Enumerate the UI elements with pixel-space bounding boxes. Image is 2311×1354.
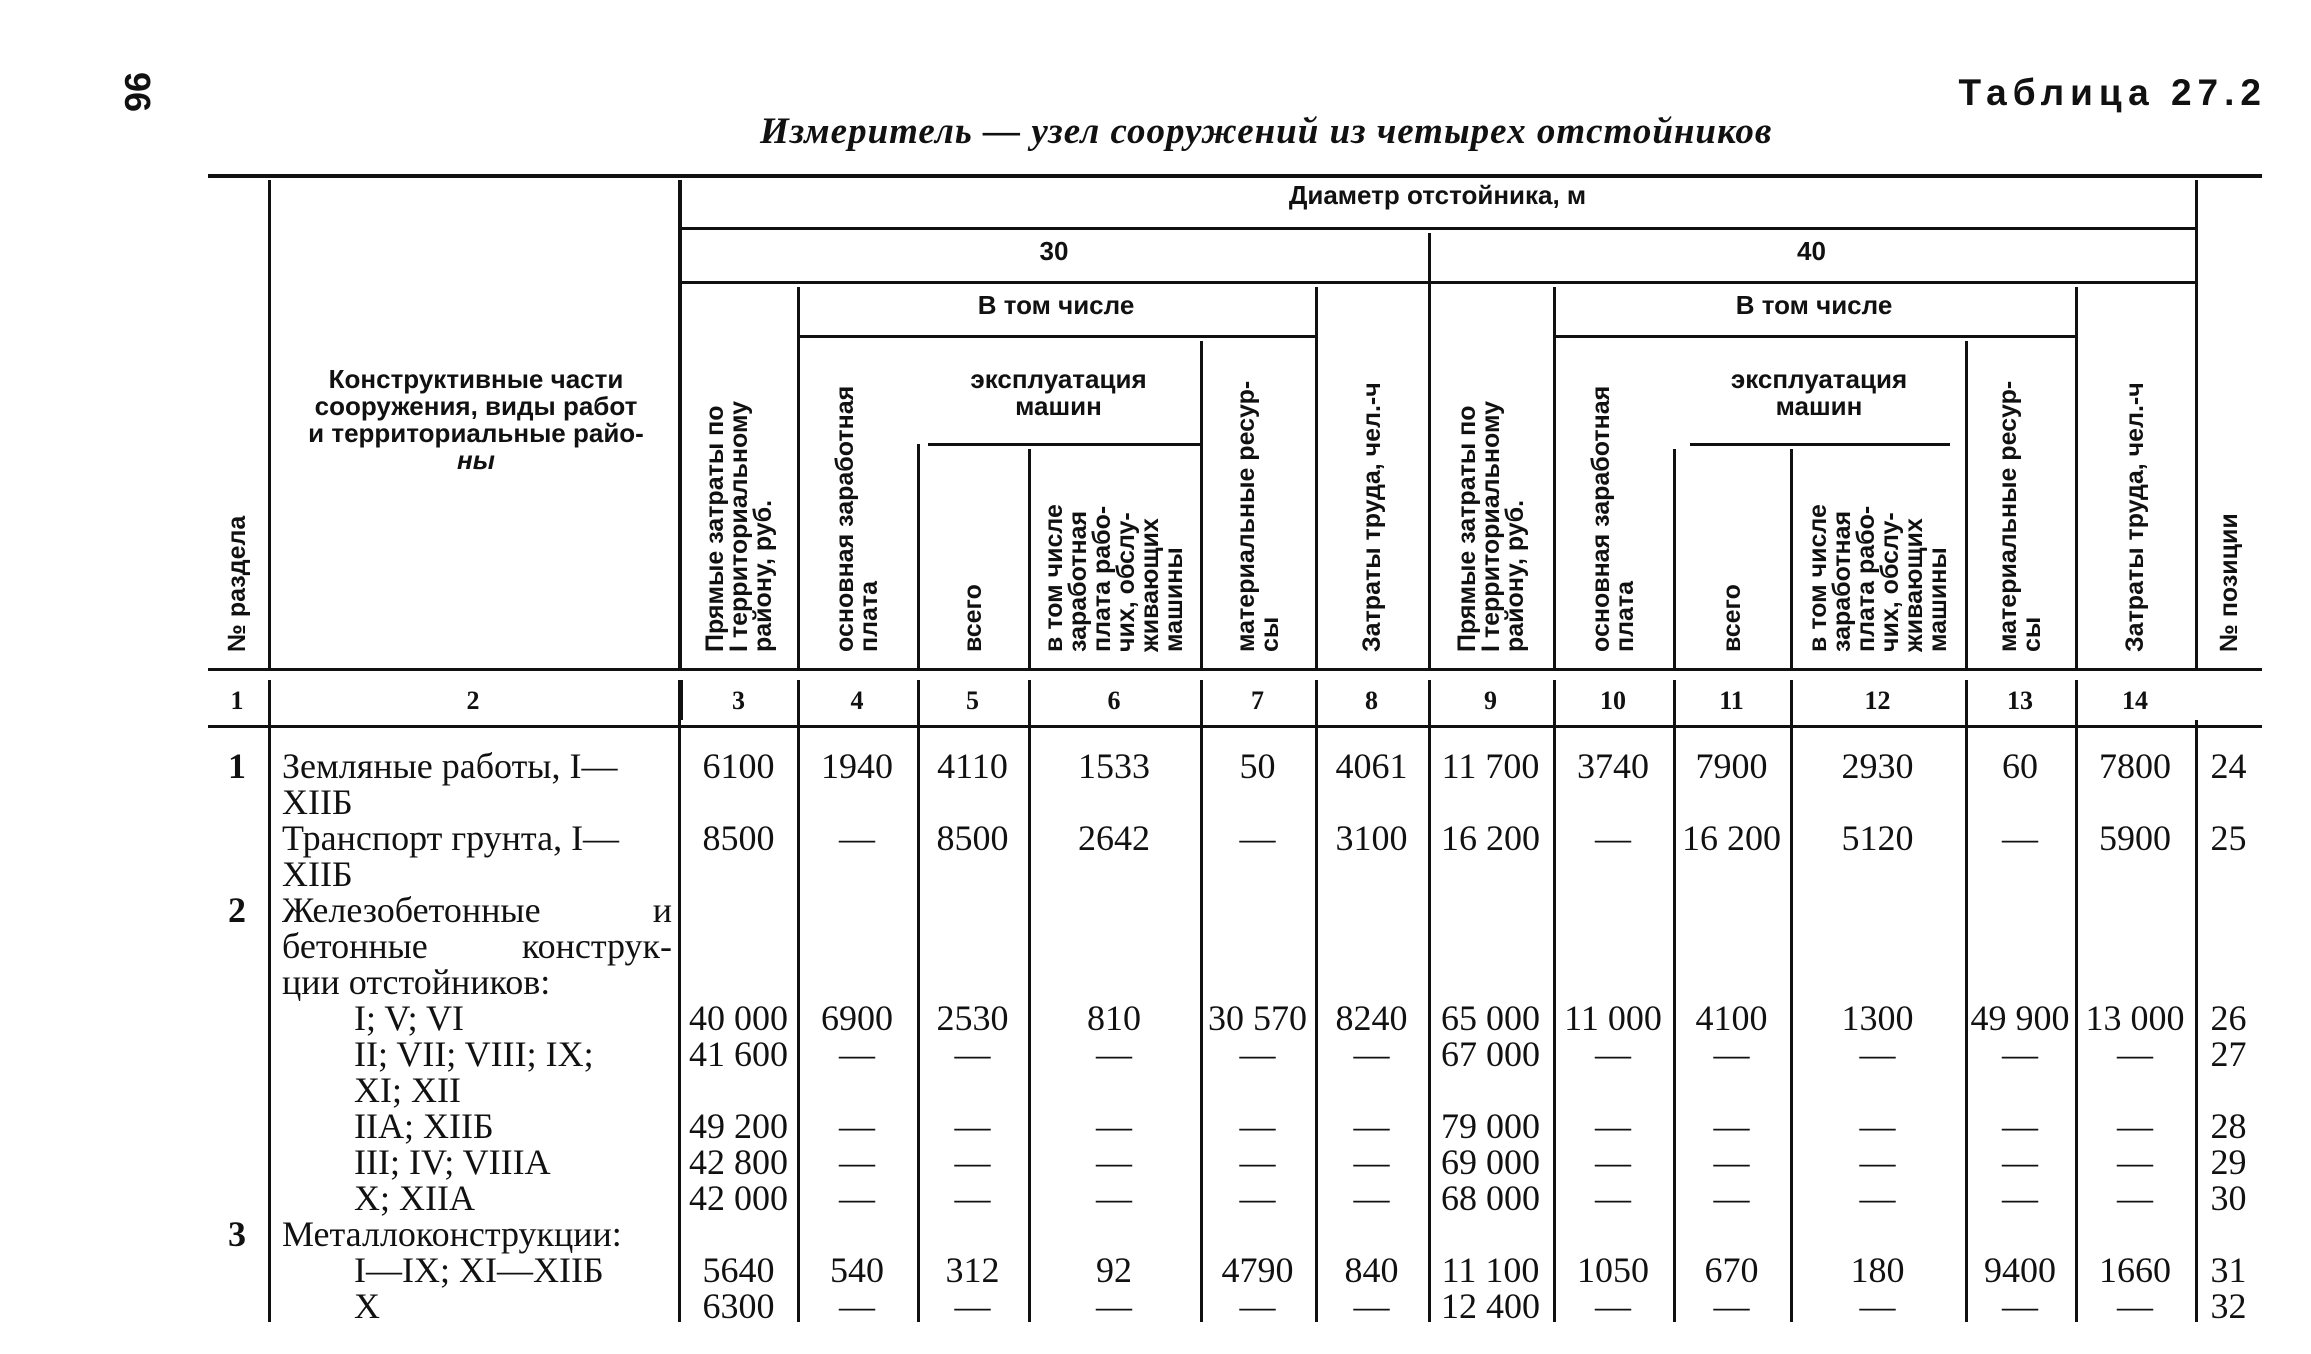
table-cell: —: [1859, 1106, 1896, 1146]
column-divider: [1790, 449, 1793, 668]
table-cell: 7800: [2099, 746, 2171, 786]
table-cell: —: [839, 1034, 875, 1074]
table-cell: —: [954, 1106, 991, 1146]
header-direct-40: Прямые затраты по I территориальному району, руб.: [1452, 400, 1529, 652]
work-description: I; V; VI: [354, 998, 465, 1038]
table-cell: 670: [1704, 1250, 1759, 1290]
column-divider: [268, 180, 271, 668]
table-cell: 2530: [936, 998, 1009, 1038]
table-cell: 3100: [1335, 818, 1408, 858]
table-cell: —: [1713, 1034, 1750, 1074]
header-material-30: материальные ресур- сы: [1231, 380, 1284, 652]
column-divider: [2195, 180, 2198, 668]
header-in-that-number-30: В том числе: [977, 290, 1135, 320]
header-machines-40: эксплуатация машин: [1730, 364, 1908, 421]
table-cell: 60: [2002, 746, 2038, 786]
position-number: 25: [2210, 818, 2247, 858]
table-cell: —: [1353, 1178, 1390, 1218]
table-cell: 40 000: [689, 998, 788, 1038]
table-cell: 5640: [702, 1250, 775, 1290]
table-cell: 92: [1096, 1250, 1132, 1290]
column-number: 6: [1107, 686, 1121, 715]
table-cell: —: [954, 1142, 991, 1182]
table-cell: 6300: [702, 1286, 775, 1326]
table-cell: 49 900: [1970, 998, 2070, 1038]
table-cell: —: [1859, 1142, 1896, 1182]
section-number: 3: [228, 1214, 246, 1254]
table-cell: 7900: [1695, 746, 1768, 786]
column-divider: [1315, 287, 1318, 668]
table-cell: —: [1096, 1178, 1132, 1218]
header-wage-40: основная заработная плата: [1587, 385, 1639, 652]
table-cell: —: [1595, 1106, 1631, 1146]
work-description: II; VII; VIII; IX; XI; XII: [354, 1034, 594, 1110]
table-cell: —: [1353, 1142, 1390, 1182]
table-cell: —: [839, 1286, 875, 1326]
table-top-rule: [208, 174, 2262, 178]
table-cell: —: [2002, 1106, 2038, 1146]
column-number-divider: [1965, 680, 1968, 720]
header-total-40: всего: [1717, 584, 1746, 652]
table-cell: 42 000: [689, 1178, 788, 1218]
header-labor-40: Затраты труда, чел.-ч: [2121, 382, 2149, 652]
position-number: 24: [2210, 746, 2247, 786]
column-number: 12: [1864, 686, 1891, 715]
table-cell: 5120: [1841, 818, 1914, 858]
column-number: 13: [2007, 686, 2033, 715]
header-position: № позиции: [2214, 513, 2243, 652]
header-diameter-40: 40: [1797, 236, 1826, 266]
position-number: 29: [2210, 1142, 2247, 1182]
table-cell: —: [1353, 1034, 1390, 1074]
table-cell: 1940: [821, 746, 893, 786]
table-cell: —: [2117, 1106, 2153, 1146]
table-cell: 69 000: [1441, 1142, 1540, 1182]
column-divider: [1028, 449, 1031, 668]
column-number-divider: [2075, 680, 2078, 720]
table-cell: —: [1239, 1286, 1276, 1326]
table-cell: 4100: [1695, 998, 1768, 1038]
work-description: X; XIIA: [354, 1178, 475, 1218]
table-cell: —: [1595, 1142, 1631, 1182]
work-description: Транспорт грунта, I— XIIБ: [282, 818, 620, 894]
table-cell: 1660: [2099, 1250, 2171, 1290]
table-cell: —: [1096, 1286, 1132, 1326]
position-number: 27: [2210, 1034, 2247, 1074]
column-number: 4: [850, 686, 864, 715]
column-number-divider: [797, 680, 800, 720]
table-cell: 1533: [1078, 746, 1150, 786]
table-cell: 2930: [1841, 746, 1914, 786]
header-parts: Конструктивные части сооружения, виды работ и территориальные райо- ны: [308, 364, 644, 475]
column-number-divider: [1315, 680, 1318, 720]
table-cell: 2642: [1078, 818, 1150, 858]
header-wage-30: основная заработная плата: [831, 385, 883, 652]
column-divider: [917, 444, 920, 668]
table-cell: 1050: [1577, 1250, 1649, 1290]
table-cell: —: [1859, 1286, 1896, 1326]
table-cell: —: [1239, 1034, 1276, 1074]
column-divider: [797, 287, 800, 668]
header-material-40: материальные ресур- сы: [1994, 380, 2046, 652]
column-number: 1: [230, 686, 244, 715]
table-cell: —: [1096, 1106, 1132, 1146]
rule-line: [1428, 281, 2195, 284]
table-cell: 11 000: [1564, 998, 1662, 1038]
column-number-divider: [1200, 680, 1203, 720]
table-cell: 8240: [1335, 998, 1408, 1038]
table-cell: 49 200: [689, 1106, 788, 1146]
table-cell: —: [2117, 1286, 2153, 1326]
table-cell: —: [2117, 1178, 2153, 1218]
table-cell: —: [1859, 1034, 1896, 1074]
header-mach-wage-30: в том числе заработная плата рабо- чих, обслу- живающих машины: [1040, 504, 1188, 652]
table-cell: 9400: [1984, 1250, 2056, 1290]
table-cell: 8500: [936, 818, 1009, 858]
column-number-divider: [268, 680, 271, 720]
rule-line: [1690, 443, 1950, 446]
table-cell: 65 000: [1441, 998, 1540, 1038]
table-cell: —: [1239, 1142, 1276, 1182]
table-cell: 810: [1087, 998, 1141, 1038]
column-number-divider: [1790, 680, 1793, 720]
page-number: 96: [117, 72, 158, 113]
table-cell: 180: [1850, 1250, 1905, 1290]
table-cell: —: [839, 1178, 875, 1218]
table-cell: 67 000: [1441, 1034, 1540, 1074]
header-bottom-rule: [208, 668, 2262, 671]
table-cell: —: [1096, 1142, 1132, 1182]
header-diameter: Диаметр отстойника, м: [1288, 180, 1587, 210]
table-cell: 840: [1344, 1250, 1399, 1290]
table-cell: 16 200: [1441, 818, 1540, 858]
header-section: № раздела: [223, 515, 251, 652]
column-number: 5: [966, 686, 979, 715]
column-number-divider: [1428, 680, 1431, 720]
table-cell: —: [954, 1178, 991, 1218]
table-cell: 30 570: [1208, 998, 1307, 1038]
column-number: 9: [1484, 686, 1497, 715]
work-description: Металлоконструкции:: [282, 1214, 622, 1254]
table-cell: —: [954, 1034, 991, 1074]
table-cell: —: [2002, 818, 2038, 858]
table-cell: —: [1595, 818, 1631, 858]
table-cell: —: [1713, 1106, 1750, 1146]
header-mach-wage-40: в том числе заработная плата рабо- чих, обслу- живающих машины: [1803, 504, 1952, 652]
column-divider: [2075, 287, 2078, 668]
table-label: Таблица 27.2: [1958, 72, 2267, 113]
column-divider: [1200, 341, 1203, 668]
table-cell: 4110: [937, 746, 1008, 786]
table-cell: —: [1713, 1178, 1750, 1218]
table-cell: —: [2117, 1034, 2153, 1074]
rule-line: [797, 335, 1315, 338]
work-description: IIA; XIIБ: [354, 1106, 494, 1146]
rule-line: [680, 281, 1428, 284]
work-description: Железобетонные и бетонные конструк- ции отстойников:: [282, 890, 672, 1002]
table-cell: 312: [945, 1250, 1000, 1290]
table-cell: —: [2002, 1178, 2038, 1218]
table-cell: —: [1096, 1034, 1132, 1074]
column-divider: [1673, 449, 1676, 668]
table-cell: —: [1353, 1286, 1390, 1326]
rule-line: [928, 443, 1200, 446]
table-cell: —: [1239, 818, 1276, 858]
table-cell: —: [839, 818, 875, 858]
table-cell: 13 000: [2085, 998, 2185, 1038]
column-number: 2: [466, 686, 480, 715]
position-number: 26: [2210, 998, 2247, 1038]
table-cell: —: [1859, 1178, 1896, 1218]
table-cell: —: [839, 1106, 875, 1146]
table-cell: 42 800: [689, 1142, 788, 1182]
rule-line: [1553, 335, 2075, 338]
column-number: 14: [2122, 686, 2148, 715]
table-cell: —: [839, 1142, 875, 1182]
column-number-divider: [1028, 680, 1031, 720]
work-description: Земляные работы, I— XIIБ: [282, 746, 618, 822]
column-number-divider: [680, 680, 683, 720]
section-number: 1: [228, 746, 246, 786]
table-cell: —: [1713, 1142, 1750, 1182]
table-cell: 4061: [1335, 746, 1408, 786]
table-cell: 11 700: [1441, 746, 1540, 786]
column-number: 11: [1719, 686, 1744, 715]
column-number: 7: [1251, 686, 1264, 715]
table-cell: 68 000: [1441, 1178, 1540, 1218]
table-cell: 41 600: [689, 1034, 788, 1074]
table-cell: —: [1595, 1286, 1631, 1326]
column-number-divider: [1673, 680, 1676, 720]
table-cell: 12 400: [1441, 1286, 1540, 1326]
column-number: 10: [1600, 686, 1626, 715]
section-number: 2: [228, 890, 246, 930]
table-cell: 6900: [821, 998, 893, 1038]
table-cell: —: [1595, 1178, 1631, 1218]
column-number: 3: [732, 686, 745, 715]
table-cell: —: [1239, 1106, 1276, 1146]
table-cell: —: [2117, 1142, 2153, 1182]
table-cell: 1300: [1841, 998, 1914, 1038]
table-cell: 79 000: [1441, 1106, 1540, 1146]
work-description: I—IX; XI—XIIБ: [354, 1250, 604, 1290]
position-number: 28: [2210, 1106, 2247, 1146]
table-cell: —: [2002, 1142, 2038, 1182]
header-diameter-30: 30: [1039, 236, 1069, 266]
work-description: X: [354, 1286, 380, 1326]
table-cell: 4790: [1221, 1250, 1294, 1290]
work-description: III; IV; VIIIA: [354, 1142, 551, 1182]
table-cell: —: [1353, 1106, 1390, 1146]
column-divider: [268, 680, 271, 1322]
table-cell: —: [954, 1286, 991, 1326]
table-cell: —: [2002, 1034, 2038, 1074]
table-cell: 50: [1239, 746, 1276, 786]
table-cell: 3740: [1577, 746, 1649, 786]
table-cell: 540: [830, 1250, 884, 1290]
header-in-that-number-40: В том числе: [1735, 290, 1893, 320]
rule-line: [680, 227, 2195, 230]
table-cell: —: [2002, 1286, 2038, 1326]
position-number: 31: [2210, 1250, 2247, 1290]
table-cell: —: [1239, 1178, 1276, 1218]
table-cell: 8500: [702, 818, 775, 858]
column-number-divider: [917, 680, 920, 720]
position-number: 32: [2210, 1286, 2247, 1326]
column-number: 8: [1365, 686, 1378, 715]
table-cell: 6100: [702, 746, 775, 786]
position-number: 30: [2210, 1178, 2247, 1218]
table-cell: 11 100: [1441, 1250, 1540, 1290]
header-total-30: всего: [958, 584, 987, 652]
column-number-divider: [1553, 680, 1556, 720]
table-cell: —: [1595, 1034, 1631, 1074]
header-direct-30: Прямые затраты по I территориальному району, руб.: [700, 400, 777, 652]
column-divider: [1553, 287, 1556, 668]
table-cell: —: [1713, 1286, 1750, 1326]
table-caption: Измеритель — узел сооружений из четырех отстойников: [760, 111, 1773, 152]
header-machines-30: эксплуатация машин: [970, 364, 1147, 421]
table-cell: 5900: [2099, 818, 2171, 858]
column-divider: [1965, 341, 1968, 668]
header-labor-30: Затраты труда, чел.-ч: [1357, 382, 1386, 652]
column-number-rule: [208, 725, 2262, 728]
table-cell: 16 200: [1682, 818, 1781, 858]
column-divider: [1428, 233, 1431, 668]
